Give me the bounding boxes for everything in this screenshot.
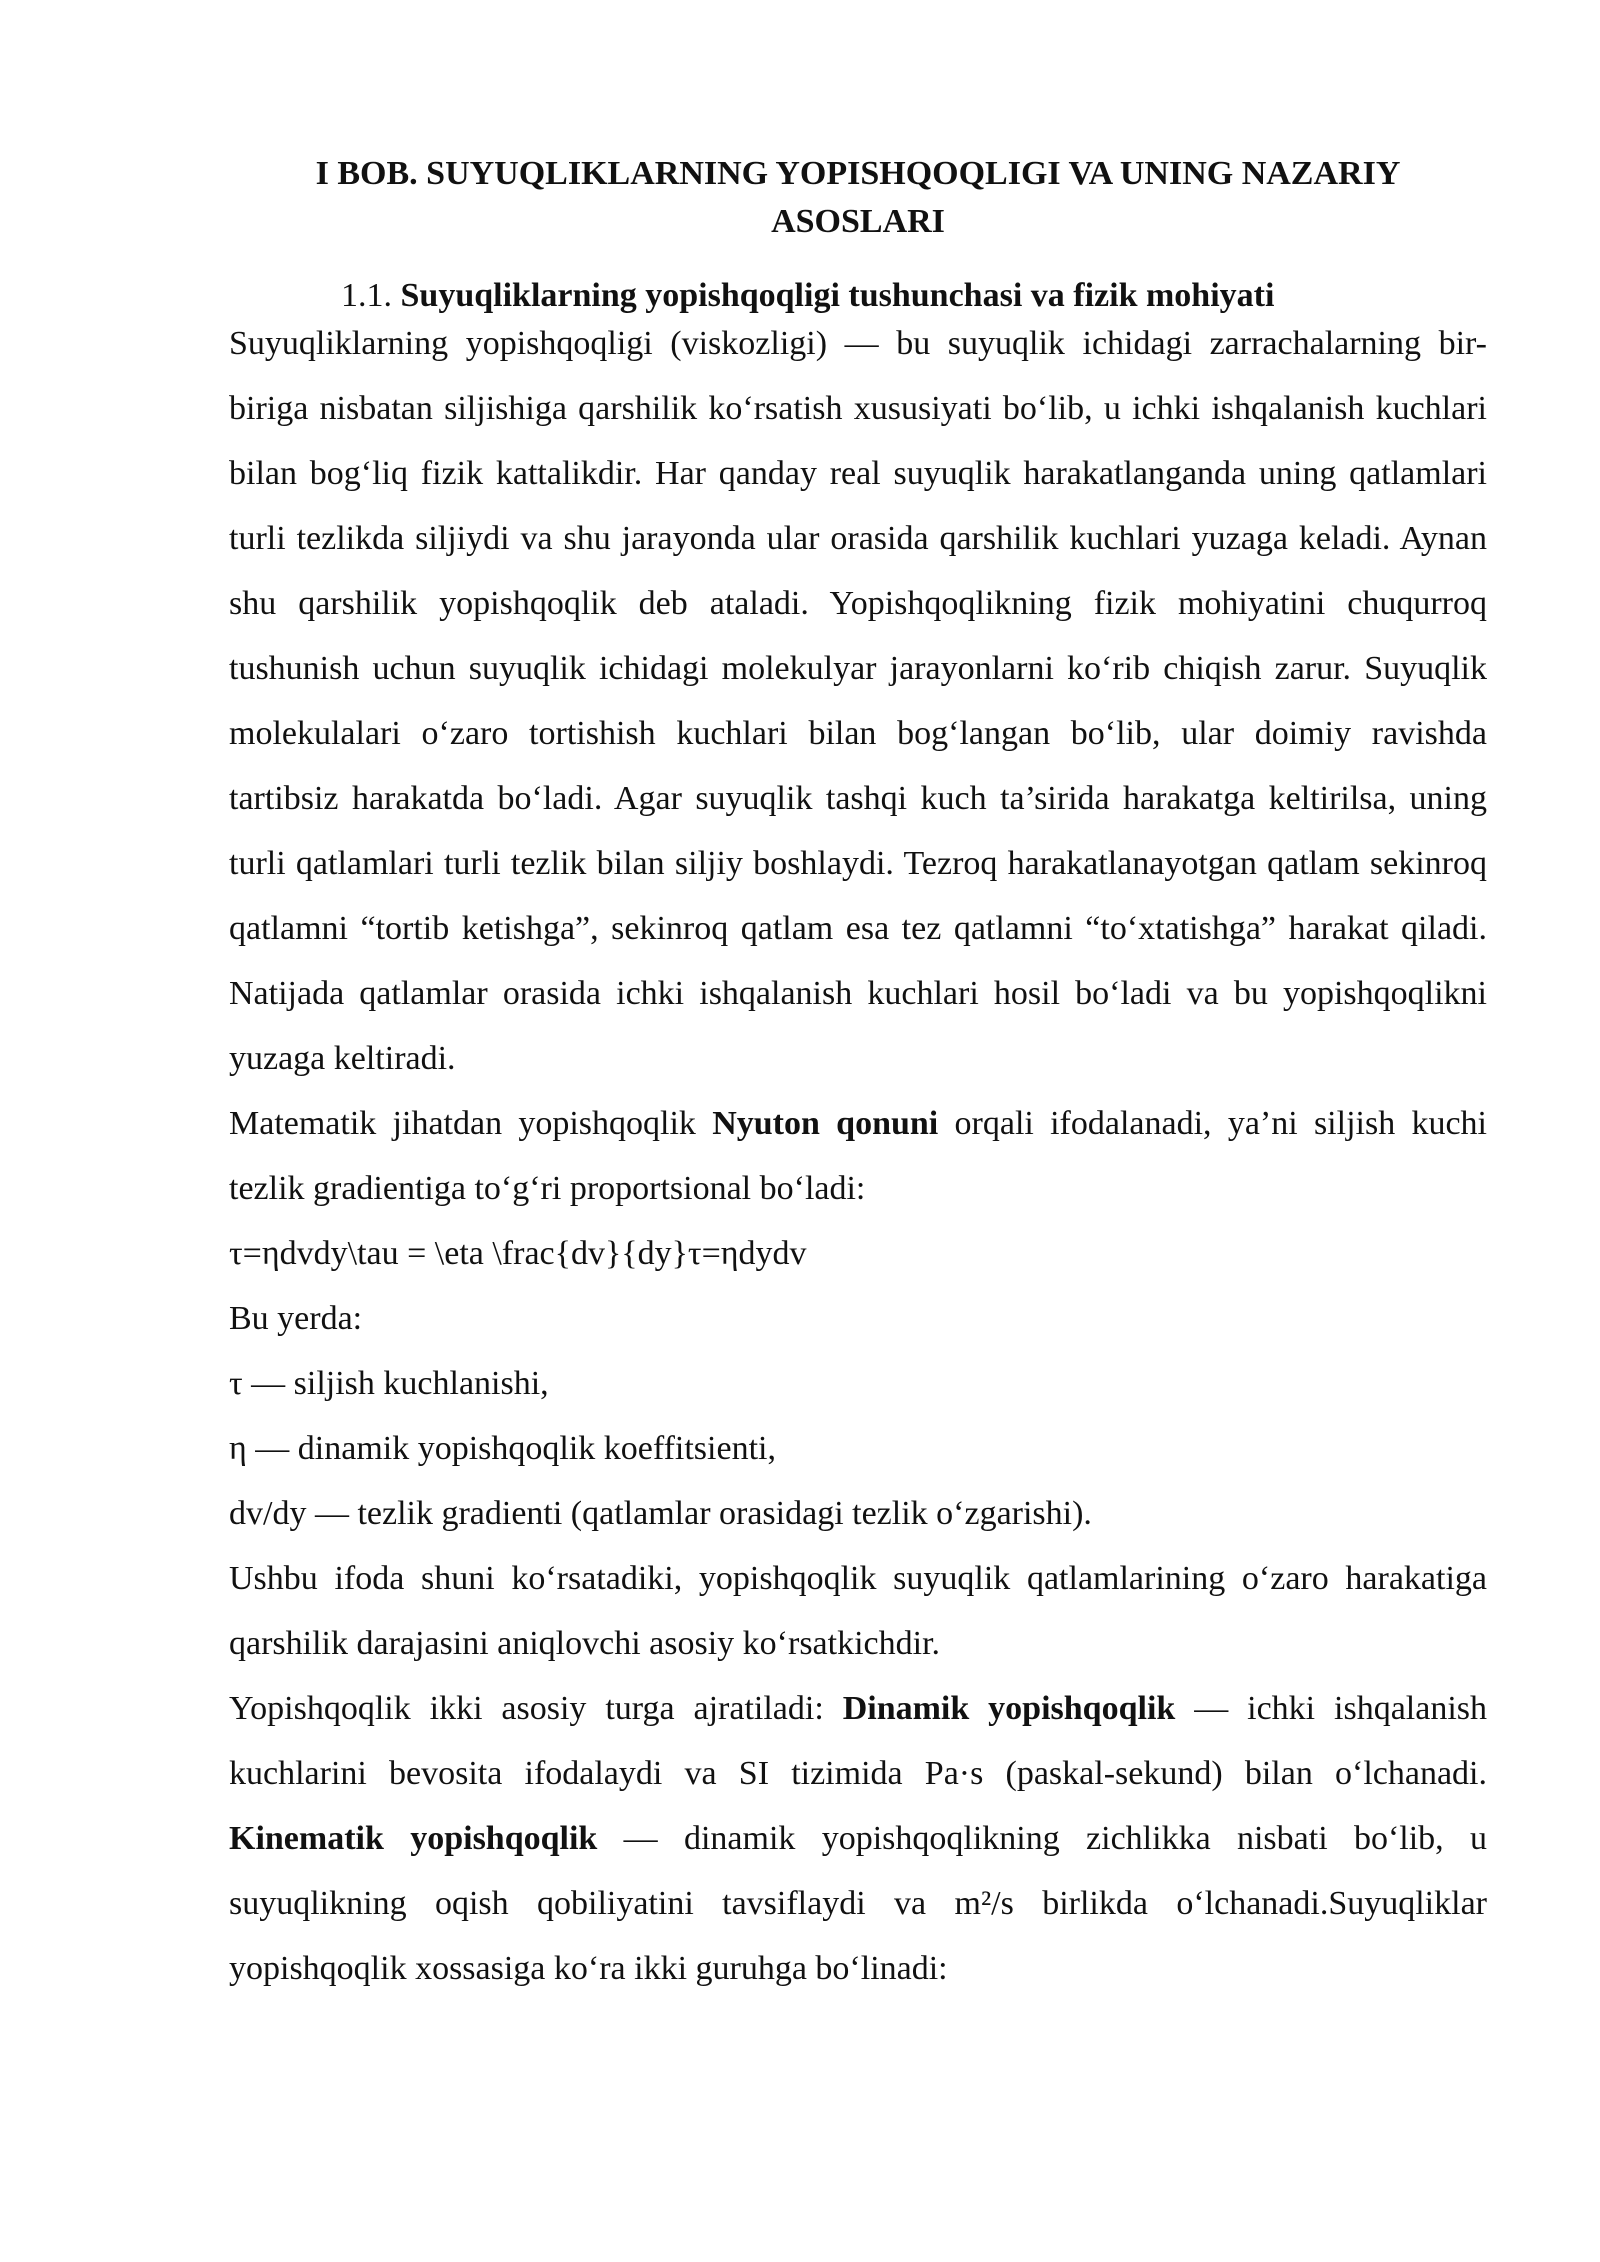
definition-tau: τ — siljish kuchlanishi,: [229, 1365, 549, 1402]
definition-eta: η — dinamik yopishqoqlik koeffitsienti,: [229, 1430, 776, 1467]
chapter-title: I BOB. SUYUQLIKLARNING YOPISHQOQLIGI VA UNING NAZARIY ASOSLARI: [315, 155, 1401, 240]
newton-law-text-after: orqali ifodalanadi, ya’ni siljish kuchi tezlik gradientiga to‘g‘ri proportsional bo‘ladi:: [229, 1105, 1488, 1207]
dynamic-viscosity-description: — ichki ishqalanish kuchlarini bevosita ifodalaydi va SI tizimida Pa·s (paskal-sekund) bilan o‘lchanadi.: [229, 1690, 1488, 1792]
where-label: Bu yerda:: [229, 1300, 363, 1337]
paragraph-viscosity-definition: Suyuqliklarning yopishqoqligi (viskozligi) — bu suyuqlik ichidagi zarrachalarning bir-biriga nisbatan siljishiga qarshilik ko‘rsatish xususiyati bo‘lib, u ichki ishqalanish kuchlari bilan bog‘liq fizik kattalikdir. Har qanday real suyuqlik harakatlanganda uning qatlamlari turli tezlikda siljiydi va shu jarayonda ular orasida qarshilik kuchlari yuzaga keladi. Aynan shu qarshilik yopishqoqlik deb ataladi. Yopishqoqlikning fizik mohiyatini chuqurroq tushunish uchun suyuqlik ichidagi molekulyar jarayonlarni ko‘rib chiqish zarur. Suyuqlik molekulalari o‘zaro tortishish kuchlari bilan bog‘langan bo‘lib, ular doimiy ravishda tartibsiz harakatda bo‘ladi. Agar suyuqlik tashqi kuch ta’sirida harakatga keltirilsa, uning turli qatlamlari turli tezlik bilan siljiy boshlaydi. Tezroq harakatlanayotgan qatlam sekinroq qatlamni “tortib ketishga”, sekinroq qatlam esa tez qatlamni “to‘xtatishga” harakat qiladi. Natijada qatlamlar orasida ichki ishqalanish kuchlari hosil bo‘ladi va bu yopishqoqlikni yuzaga keltiradi.: [229, 325, 1487, 1077]
newton-law-term: Nyuton qonuni: [712, 1105, 939, 1142]
paragraph-newton-law: [229, 1091, 1487, 1221]
term-kinematic-viscosity: Kinematik yopishqoqlik: [229, 1820, 598, 1857]
formula: τ=ηdvdy\tau = \eta \frac{dv}{dy}τ=ηdydv: [229, 1235, 807, 1272]
section-title: Suyuqliklarning yopishqoqligi tushunchasi va fizik mohiyati: [400, 277, 1275, 314]
term-dynamic-viscosity: Dinamik yopishqoqlik: [842, 1690, 1176, 1727]
paragraph-conclusion: Ushbu ifoda shuni ko‘rsatadiki, yopishqoqlik suyuqlik qatlamlarining o‘zaro harakatiga qarshilik darajasini aniqlovchi asosiy ko‘rsatkichdir.: [229, 1560, 1487, 1662]
kinematic-viscosity-description: — dinamik yopishqoqlikning zichlikka nisbati bo‘lib, u suyuqlikning oqish qobiliyatini tavsiflaydi va m²/s birlikda o‘lchanadi.Suyuqliklar yopishqoqlik xossasiga ko‘ra ikki guruhga bo‘linadi:: [229, 1820, 1487, 1987]
types-intro: Yopishqoqlik ikki asosiy turga ajratiladi:: [229, 1690, 843, 1727]
paragraph-viscosity-types: [229, 1676, 1487, 2001]
document-page: [229, 150, 1487, 2001]
newton-law-text-before: Matematik jihatdan yopishqoqlik: [229, 1105, 713, 1142]
section-number: 1.1.: [341, 277, 392, 314]
definition-gradient: dv/dy — tezlik gradienti (qatlamlar orasidagi tezlik o‘zgarishi).: [229, 1495, 1092, 1532]
